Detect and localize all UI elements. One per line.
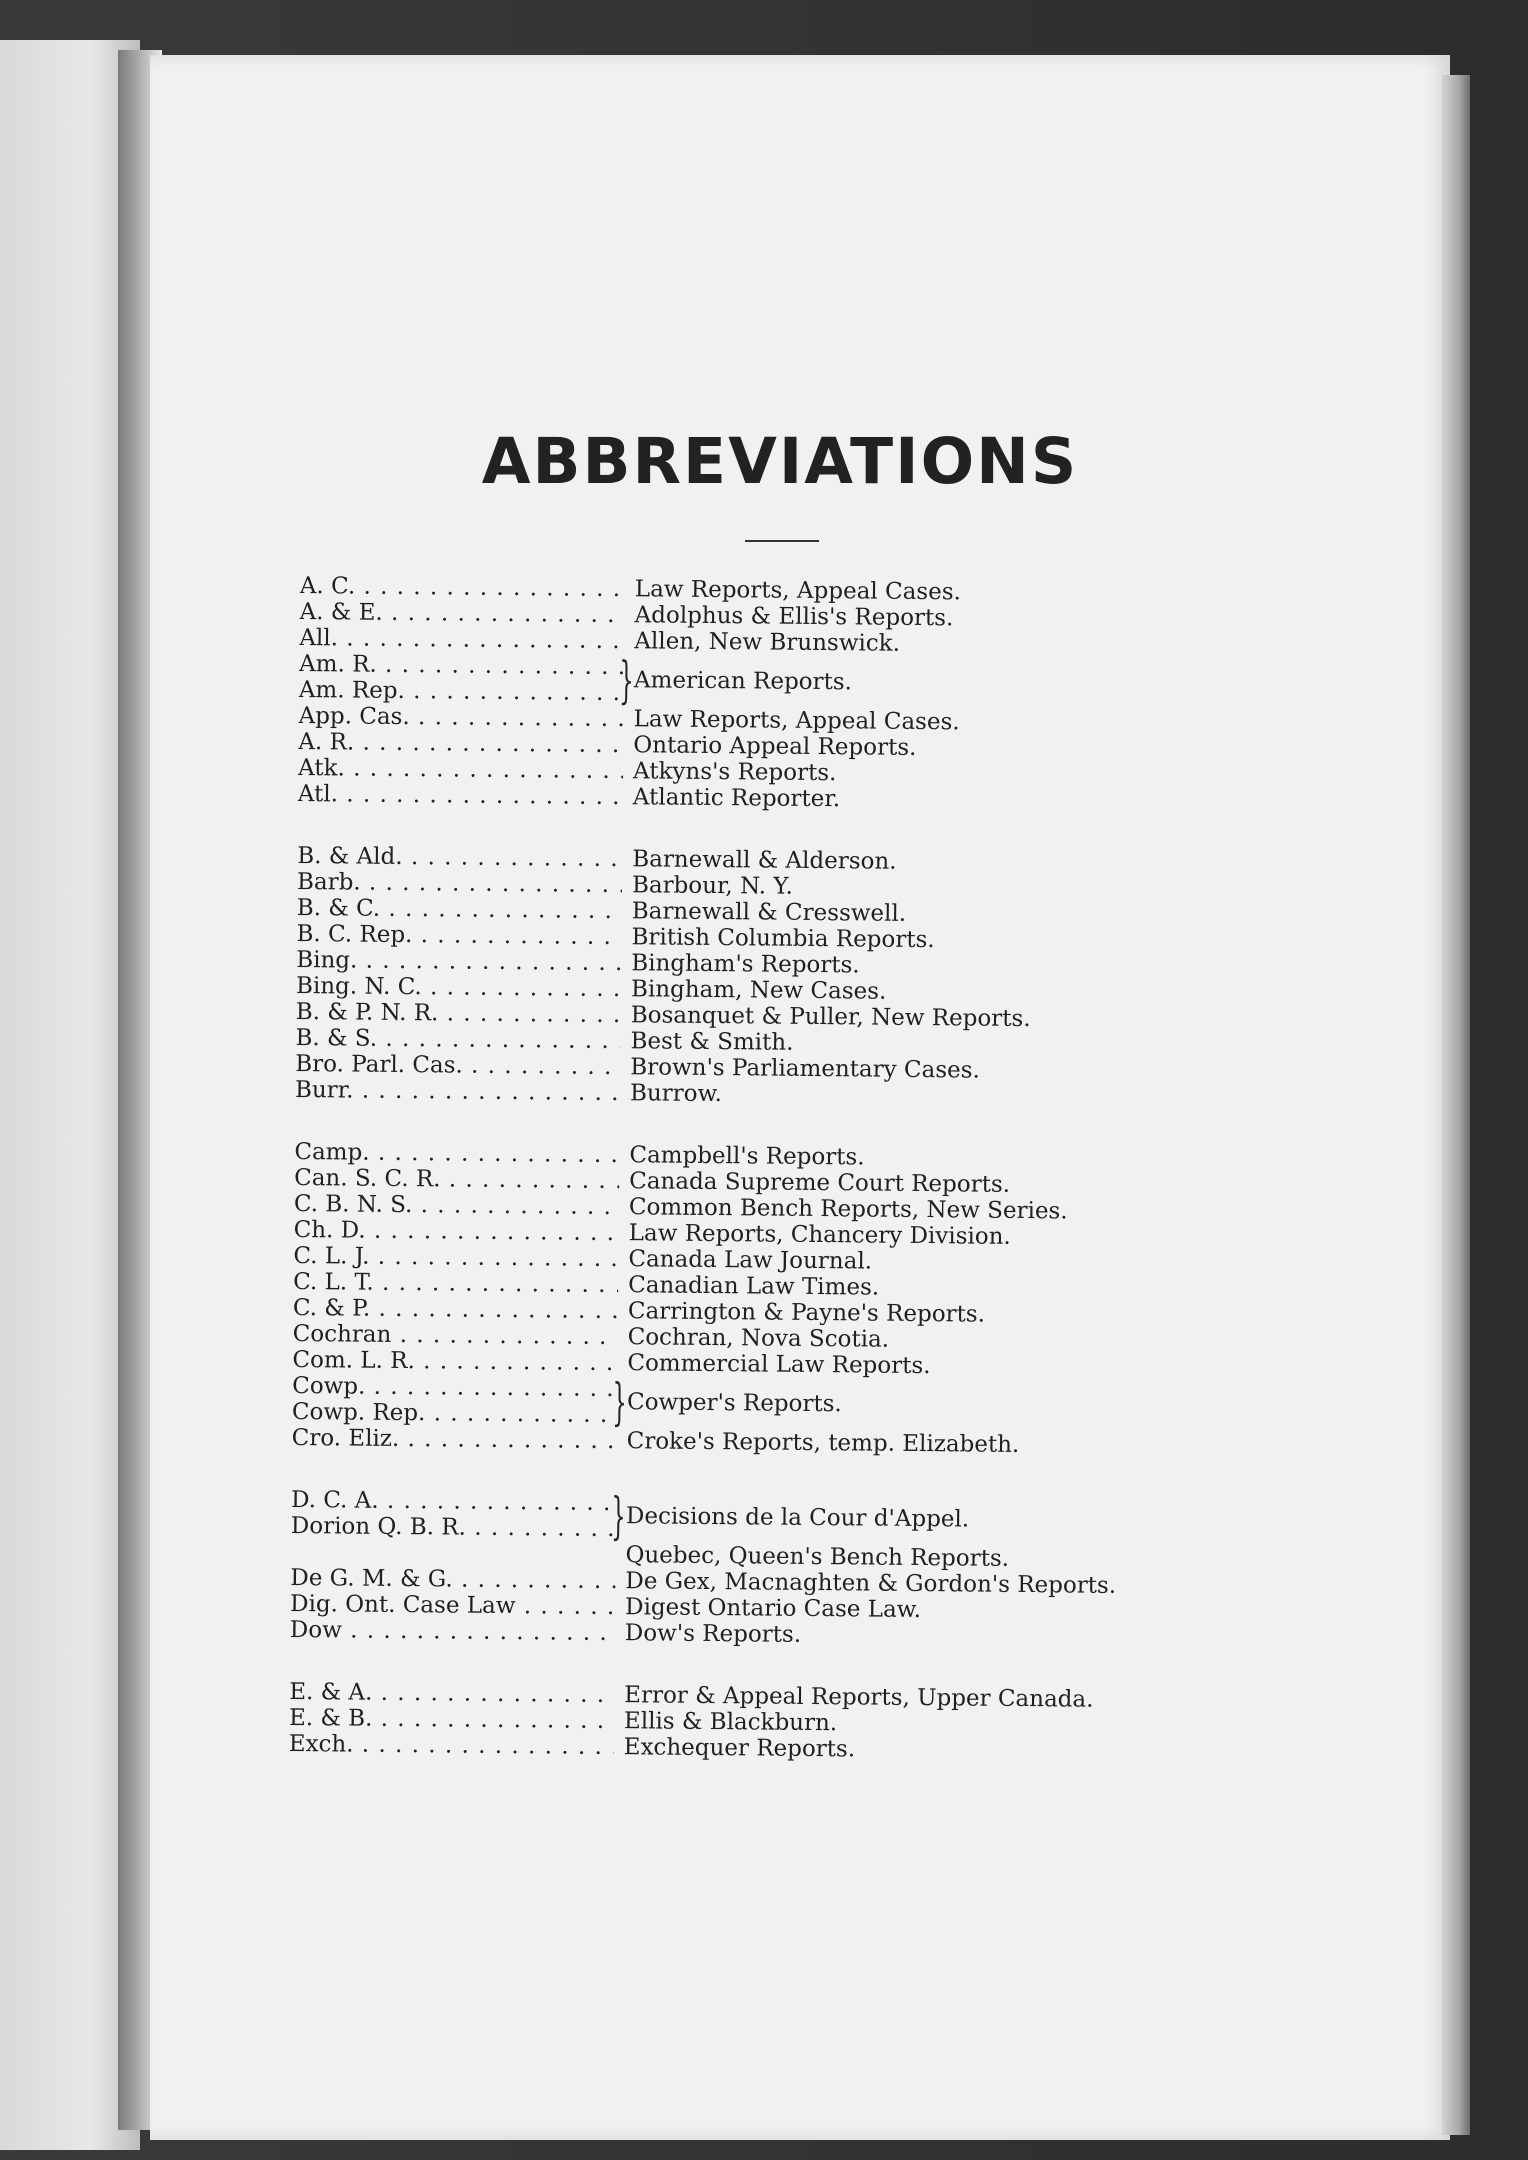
abbreviation: Ch. D. . . . <box>294 1217 619 1246</box>
meaning: Dow's Reports. <box>624 1620 802 1648</box>
abbreviation-row <box>299 677 624 706</box>
meaning: Cochran, Nova Scotia. <box>627 1324 890 1353</box>
abbreviation-row <box>292 1373 617 1402</box>
abbreviation-row <box>291 1487 616 1516</box>
abbreviation: C. B. N. S. . . . <box>294 1191 619 1220</box>
meaning: Barnewall & Cresswell. <box>631 898 907 927</box>
page-stack-edge <box>1442 75 1470 2135</box>
meaning: Allen, New Brunswick. <box>634 628 901 657</box>
meaning: Campbell's Reports. <box>629 1142 865 1171</box>
bracketed-entry <box>299 651 1299 713</box>
abbreviation-section <box>290 1487 1291 1653</box>
meaning: Bingham's Reports. <box>631 950 860 979</box>
meaning: Barbour, N. Y. <box>631 872 794 900</box>
abbreviation: Atl. . . . <box>298 781 623 810</box>
meaning: Bingham, New Cases. <box>630 976 887 1005</box>
abbreviations-list <box>288 573 1300 1803</box>
abbreviation: Bro. Parl. Cas. . . . <box>295 1051 620 1080</box>
abbreviation: Barb. . . . <box>297 869 622 898</box>
abbreviation: B. & S. . . . <box>295 1025 620 1054</box>
abbreviation: Cro. Eliz. . . . <box>292 1425 617 1454</box>
meaning: Law Reports, Chancery Division. <box>628 1220 1011 1250</box>
bracketed-entry <box>291 1487 1291 1549</box>
abbreviation: Exch. . . . <box>289 1731 614 1760</box>
meaning: Burrow. <box>629 1080 722 1108</box>
abbreviation: C. L. T. . . . <box>293 1269 618 1298</box>
abbreviation: Bing. N. C. . . . <box>296 973 621 1002</box>
abbreviation: Cochran . . . <box>293 1321 618 1350</box>
abbreviation: Bing. . . . <box>296 947 621 976</box>
meaning: Error & Appeal Reports, Upper Canada. <box>624 1682 1094 1713</box>
meaning: Law Reports, Appeal Cases. <box>633 706 960 736</box>
abbreviation: E. & B. . . . <box>289 1705 614 1734</box>
abbreviation-row <box>292 1399 617 1428</box>
abbreviation: De G. M. & G. . . . <box>290 1565 615 1594</box>
bracketed-entry <box>292 1373 1292 1435</box>
abbreviation: B. C. Rep. . . . <box>296 921 621 950</box>
meaning: Law Reports, Appeal Cases. <box>634 576 962 606</box>
meaning: Barnewall & Alderson. <box>632 846 897 875</box>
abbreviation: Burr. . . . <box>295 1077 620 1106</box>
meaning: Decisions de la Cour d'Appel. <box>625 1503 970 1533</box>
meaning: Adolphus & Ellis's Reports. <box>634 602 954 632</box>
abbreviation: A. R. . . . <box>298 729 623 758</box>
abbreviation: Camp. . . . <box>294 1139 619 1168</box>
meaning: American Reports. <box>633 667 853 696</box>
meaning: Cowper's Reports. <box>626 1389 842 1418</box>
abbreviation: Atk. . . . <box>298 755 623 784</box>
meaning: Ontario Appeal Reports. <box>633 732 917 761</box>
meaning: Canadian Law Times. <box>628 1272 880 1301</box>
abbreviation: C. & P. . . . <box>293 1295 618 1324</box>
meaning: Atkyns's Reports. <box>632 758 837 787</box>
abbreviation-section <box>292 1139 1295 1461</box>
meaning: Best & Smith. <box>630 1028 794 1056</box>
abbreviation: D. C. A. . . . <box>291 1487 616 1516</box>
abbreviation: Cowp. . . . <box>292 1373 617 1402</box>
abbreviation: Am. Rep. . . . <box>299 677 624 706</box>
bracketed-abbreviations <box>290 1486 626 1546</box>
abbreviation: B. & P. N. R. . . . <box>296 999 621 1028</box>
abbreviation: B. & Ald. . . . <box>297 843 622 872</box>
meaning: Brown's Parliamentary Cases. <box>630 1054 980 1084</box>
abbreviation-row <box>299 651 624 680</box>
meaning: Common Bench Reports, New Series. <box>628 1194 1068 1225</box>
abbreviation: E. & A. . . . <box>289 1679 614 1708</box>
meaning: Ellis & Blackburn. <box>623 1708 838 1737</box>
abbreviation: Dorion Q. B. R. . . . <box>291 1513 616 1542</box>
abbreviation-section <box>289 1679 1290 1767</box>
meaning: Carrington & Payne's Reports. <box>627 1298 986 1328</box>
abbreviation: B. & C. . . . <box>297 895 622 924</box>
abbreviation: C. L. J. . . . <box>293 1243 618 1272</box>
meaning: Digest Ontario Case Law. <box>624 1594 922 1624</box>
meaning: Croke's Reports, temp. Elizabeth. <box>626 1428 1020 1458</box>
meaning: British Columbia Reports. <box>631 924 935 954</box>
meaning-continuation: Quebec, Queen's Bench Reports. <box>625 1542 1010 1572</box>
abbreviation-section <box>298 573 1300 817</box>
abbreviation: Cowp. Rep. . . . <box>292 1399 617 1428</box>
meaning: Canada Law Journal. <box>628 1246 873 1275</box>
abbreviation: Can. S. C. R. . . . <box>294 1165 619 1194</box>
abbreviation: Am. R. . . . <box>299 651 624 680</box>
abbreviation: All. . . . <box>299 625 624 654</box>
abbreviation: A. & E. . . . <box>300 599 625 628</box>
abbreviation: Dow . . . <box>290 1617 615 1646</box>
abbreviation: App. Cas. . . . <box>299 703 624 732</box>
meaning: Exchequer Reports. <box>623 1734 856 1763</box>
bracketed-abbreviations <box>298 650 634 710</box>
abbreviation: A. C. . . . <box>300 573 625 602</box>
meaning: Atlantic Reporter. <box>632 784 841 813</box>
abbreviation: Com. L. R. . . . <box>292 1347 617 1376</box>
meaning: Bosanquet & Puller, New Reports. <box>630 1002 1031 1033</box>
meaning: De Gex, Macnaghten & Gordon's Reports. <box>625 1568 1117 1599</box>
brace-glyph: } <box>612 1373 627 1432</box>
brace-glyph: } <box>619 651 634 710</box>
brace-glyph: } <box>610 1487 626 1546</box>
page-title: ABBREVIATIONS <box>481 425 1079 498</box>
meaning: Commercial Law Reports. <box>627 1350 931 1380</box>
bracketed-abbreviations <box>291 1372 627 1432</box>
title-rule <box>745 540 819 542</box>
abbreviation: Dig. Ont. Case Law . . . <box>290 1591 615 1620</box>
abbreviation-section <box>295 843 1297 1113</box>
meaning: Canada Supreme Court Reports. <box>629 1168 1011 1198</box>
abbreviation-row <box>291 1513 616 1542</box>
